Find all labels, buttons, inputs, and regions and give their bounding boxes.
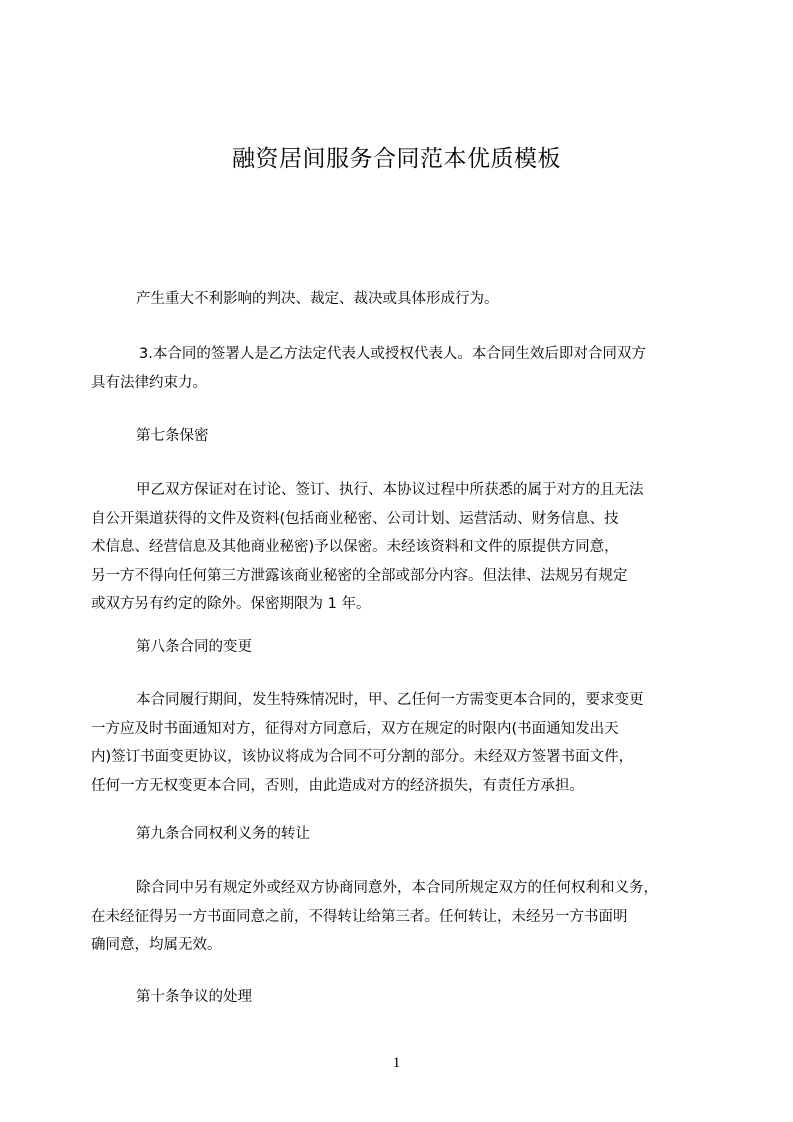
text-line: 自公开渠道获得的文件及资料(包括商业秘密、公司计划、运营活动、财务信息、技 xyxy=(91,510,619,527)
paragraph-3 xyxy=(91,476,706,619)
text-line: 术信息、经营信息及其他商业秘密)予以保密。未经该资料和文件的原提供方同意， xyxy=(91,539,619,555)
text-line: 除合同中另有规定外或经双方协商同意外，本合同所规定双方的任何权利和义务， xyxy=(136,880,658,896)
paragraph-5 xyxy=(91,874,706,960)
paragraph-1 xyxy=(91,285,706,314)
section-heading-10: 第十条争议的处理 xyxy=(136,989,252,1005)
document-title: 融资居间服务合同范本优质模板 xyxy=(232,146,561,172)
text-line: 任何一方无权变更本合同，否则，由此造成对方的经济损失，有责任方承担。 xyxy=(91,777,584,794)
text-line: 确同意，均属无效。 xyxy=(91,937,222,953)
text-line: 甲乙双方保证对在讨论、签订、执行、本协议过程中所获悉的属于对方的且无法 xyxy=(136,482,644,498)
text-line: 具有法律约束力。 xyxy=(91,374,207,391)
section-heading-9: 第九条合同权利义务的转让 xyxy=(136,826,310,842)
page-number: 1 xyxy=(392,1055,401,1071)
paragraph-2 xyxy=(91,340,706,397)
text-line: 一方应及时书面通知对方，征得对方同意后，双方在规定的时限内(书面通知发出天 xyxy=(91,720,619,737)
text-line: 产生重大不利影响的判决、裁定、裁决或具体形成行为。 xyxy=(136,291,499,307)
text-line: 本合同履行期间，发生特殊情况时，甲、乙任何一方需变更本合同的，要求变更 xyxy=(136,692,644,708)
text-line: 内)签订书面变更协议，该协议将成为合同不可分割的部分。未经双方签署书面文件， xyxy=(91,749,634,765)
text-line: 或双方另有约定的除外。保密期限为 1 年。 xyxy=(91,596,371,612)
text-line: 3.本合同的签署人是乙方法定代表人或授权代表人。本合同生效后即对合同双方 xyxy=(139,346,646,362)
text-line: 在未经征得另一方书面同意之前，不得转让给第三者。任何转让，未经另一方书面明 xyxy=(91,908,628,925)
section-heading-8: 第八条合同的变更 xyxy=(136,639,252,655)
paragraph-4 xyxy=(91,686,706,800)
text-line: 另一方不得向任何第三方泄露该商业秘密的全部或部分内容。但法律、法规另有规定 xyxy=(91,567,628,584)
section-heading-7: 第七条保密 xyxy=(136,428,209,444)
